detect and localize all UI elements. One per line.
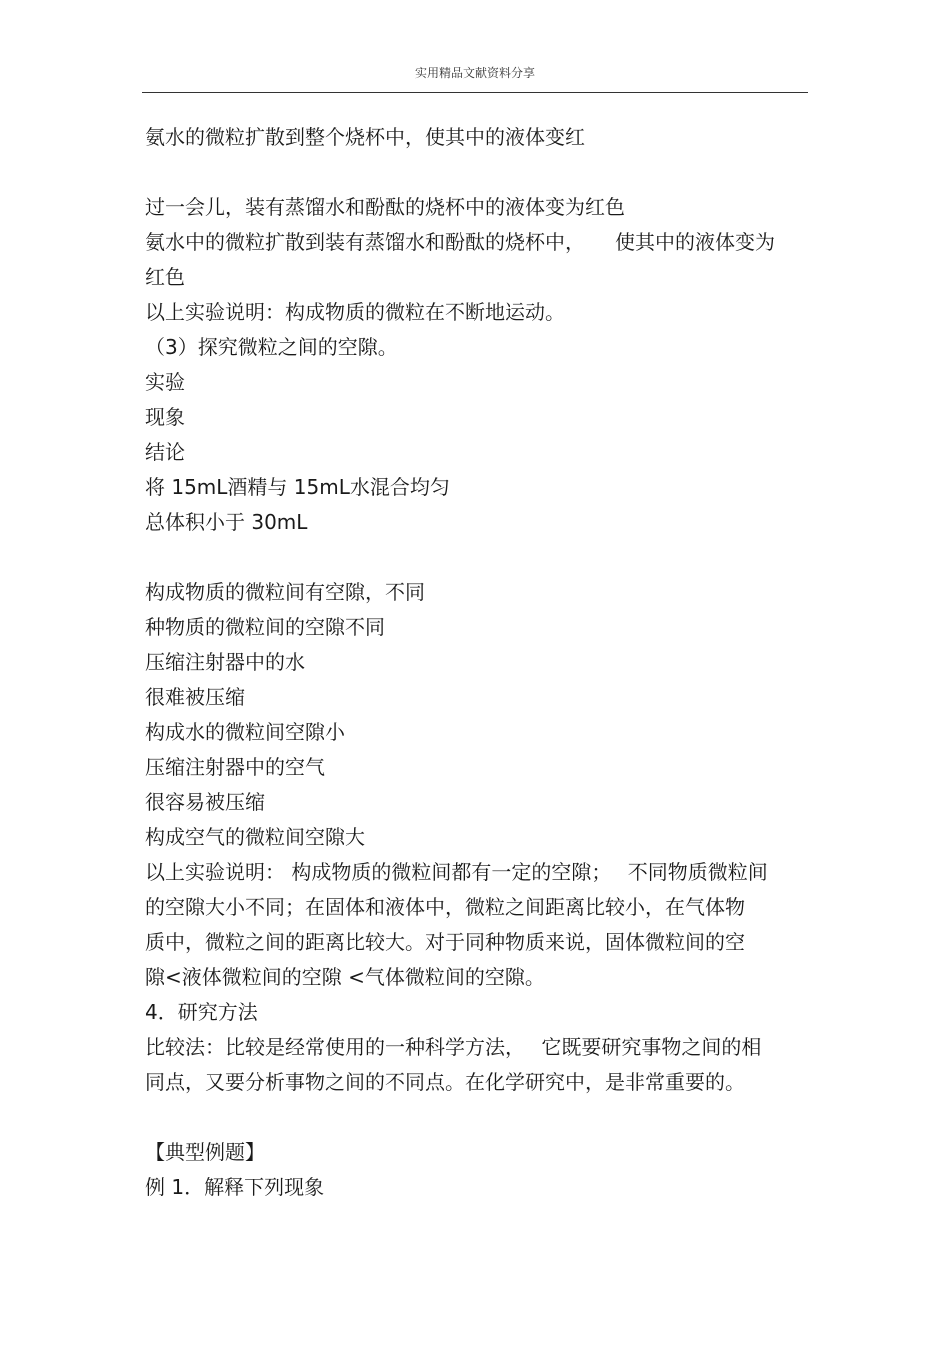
blank-line — [145, 155, 810, 190]
text-line: 结论 — [145, 440, 185, 464]
blank-line — [145, 1100, 810, 1135]
text-line: 质中，微粒之间的距离比较大。对于同种物质来说，固体微粒间的空 — [145, 930, 745, 954]
text-line: 隙<液体微粒间的空隙 <气体微粒间的空隙。 — [145, 965, 545, 989]
text-line: 比较法：比较是经常使用的一种科学方法， 它既要研究事物之间的相 — [145, 1035, 762, 1059]
section-heading: 4．研究方法 — [145, 1000, 258, 1024]
text-line: 构成空气的微粒间空隙大 — [145, 825, 365, 849]
header-title: 实用精品文献资料分享 — [414, 66, 535, 80]
text-line: 以上实验说明：构成物质的微粒在不断地运动。 — [145, 300, 565, 324]
text-line: 总体积小于 30mL — [145, 510, 308, 534]
text-line: 同点，又要分析事物之间的不同点。在化学研究中，是非常重要的。 — [145, 1070, 745, 1094]
text-line: 氨水的微粒扩散到整个烧杯中，使其中的液体变红 — [145, 125, 585, 149]
document-body — [145, 120, 810, 1205]
text-line: 很难被压缩 — [145, 685, 245, 709]
section-heading: （3）探究微粒之间的空隙。 — [145, 335, 398, 359]
text-line: 氨水中的微粒扩散到装有蒸馏水和酚酞的烧杯中， 使其中的液体变为 — [145, 230, 775, 254]
blank-line — [145, 540, 810, 575]
page-header — [142, 62, 808, 93]
text-line: 种物质的微粒间的空隙不同 — [145, 615, 385, 639]
text-line: 构成水的微粒间空隙小 — [145, 720, 345, 744]
section-heading: 【典型例题】 — [145, 1140, 265, 1164]
text-line: 构成物质的微粒间有空隙，不同 — [145, 580, 425, 604]
text-line: 过一会儿，装有蒸馏水和酚酞的烧杯中的液体变为红色 — [145, 195, 625, 219]
text-line: 现象 — [145, 405, 185, 429]
text-line: 例 1．解释下列现象 — [145, 1175, 325, 1199]
text-line: 将 15mL酒精与 15mL水混合均匀 — [145, 475, 450, 499]
text-line: 的空隙大小不同；在固体和液体中，微粒之间距离比较小，在气体物 — [145, 895, 745, 919]
text-line: 很容易被压缩 — [145, 790, 265, 814]
text-line: 压缩注射器中的水 — [145, 650, 305, 674]
text-line: 实验 — [145, 370, 185, 394]
text-line: 压缩注射器中的空气 — [145, 755, 325, 779]
text-line: 红色 — [145, 265, 185, 289]
text-line: 以上实验说明： 构成物质的微粒间都有一定的空隙； 不同物质微粒间 — [145, 860, 768, 884]
